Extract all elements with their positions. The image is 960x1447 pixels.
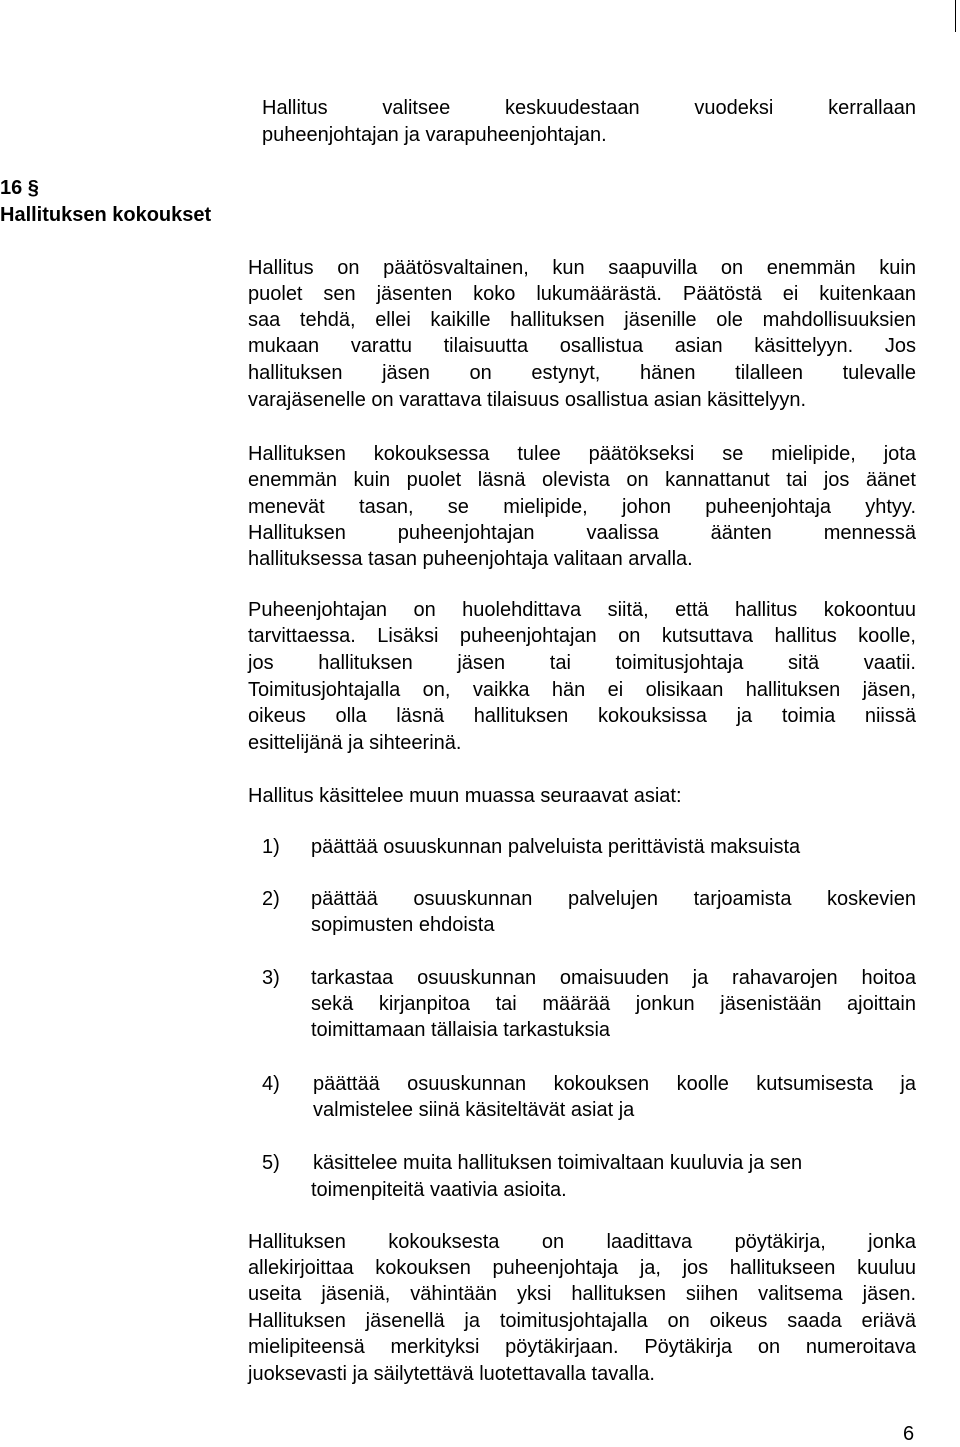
- list-item-number: 2): [262, 888, 280, 910]
- paragraph-line: Hallituksen kokouksesta on laadittava pöytäkirja, jonka: [248, 1231, 916, 1253]
- paragraph-line: Hallituksen puheenjohtajan vaalissa äänten mennessä: [248, 522, 916, 544]
- paragraph-line: tarvittaessa. Lisäksi puheenjohtajan on kutsuttava hallitus koolle,: [248, 625, 916, 647]
- list-item-line: käsittelee muita hallituksen toimivaltaan kuuluvia ja sen: [313, 1152, 803, 1174]
- intro-line: puheenjohtajan ja varapuheenjohtajan.: [262, 124, 607, 146]
- paragraph-line: Puheenjohtajan on huolehdittava siitä, että hallitus kokoontuu: [248, 599, 916, 621]
- list-item-number: 5): [262, 1152, 280, 1174]
- list-item-number: 4): [262, 1073, 280, 1095]
- paragraph-line: mukaan varattu tilaisuutta osallistua asian käsittelyyn. Jos: [248, 335, 916, 357]
- paragraph-line: menevät tasan, se mielipide, johon puheenjohtaja yhtyy.: [248, 496, 916, 518]
- paragraph-line: hallituksen jäsen on estynyt, hänen tilalleen tulevalle: [248, 362, 916, 384]
- paragraph-line: allekirjoittaa kokouksen puheenjohtaja ja, jos hallitukseen kuuluu: [248, 1257, 916, 1279]
- paragraph-line: puolet sen jäsenten koko lukumäärästä. Päätöstä ei kuitenkaan: [248, 283, 916, 305]
- page-edge-mark: [955, 0, 956, 32]
- list-item-line: sekä kirjanpitoa tai määrää jonkun jäsenistään ajoittain: [311, 993, 916, 1015]
- paragraph-line: useita jäseniä, vähintään yksi hallituksen siihen valitsema jäsen.: [248, 1283, 916, 1305]
- paragraph-line: juoksevasti ja säilytettävä luotettavalla tavalla.: [248, 1363, 655, 1385]
- list-item-line: valmistelee siinä käsiteltävät asiat ja: [313, 1099, 635, 1121]
- list-item-line: toimittamaan tällaisia tarkastuksia: [311, 1019, 611, 1041]
- list-item-line: päättää osuuskunnan palvelujen tarjoamista koskevien: [311, 888, 916, 910]
- paragraph-line: hallituksessa tasan puheenjohtaja valitaan arvalla.: [248, 548, 693, 570]
- list-item-line: tarkastaa osuuskunnan omaisuuden ja rahavarojen hoitoa: [311, 967, 916, 989]
- paragraph-line: saa tehdä, ellei kaikille hallituksen jäsenille ole mahdollisuuksien: [248, 309, 916, 331]
- section-title: Hallituksen kokoukset: [0, 204, 212, 226]
- paragraph-line: Toimitusjohtajalla on, vaikka hän ei olisikaan hallituksen jäsen,: [248, 679, 916, 701]
- list-item-line: päättää osuuskunnan kokouksen koolle kutsumisesta ja: [313, 1073, 916, 1095]
- paragraph-line: varajäsenelle on varattava tilaisuus osallistua asian käsittelyyn.: [248, 389, 807, 411]
- paragraph-line: jos hallituksen jäsen tai toimitusjohtaja sitä vaatii.: [248, 652, 916, 674]
- list-item-line: sopimusten ehdoista: [311, 914, 495, 936]
- paragraph-line: oikeus olla läsnä hallituksen kokouksissa ja toimia niissä: [248, 705, 916, 727]
- paragraph-line: Hallituksen kokouksessa tulee päätökseksi se mielipide, jota: [248, 443, 916, 465]
- intro-line: Hallitus valitsee keskuudestaan vuodeksi kerrallaan: [262, 97, 916, 119]
- paragraph-line: enemmän kuin puolet läsnä olevista on kannattanut tai jos äänet: [248, 469, 916, 491]
- paragraph-line: Hallituksen jäsenellä ja toimitusjohtajalla on oikeus saada eriävä: [248, 1310, 916, 1332]
- paragraph-line: esittelijänä ja sihteerinä.: [248, 732, 462, 754]
- list-item-number: 1): [262, 836, 280, 858]
- list-intro: Hallitus käsittelee muun muassa seuraavat asiat:: [248, 785, 682, 807]
- list-item-number: 3): [262, 967, 280, 989]
- page-number: 6: [903, 1423, 915, 1445]
- paragraph-line: mielipiteensä merkityksi pöytäkirjaan. Pöytäkirja on numeroitava: [248, 1336, 916, 1358]
- section-number: 16 §: [0, 177, 39, 199]
- paragraph-line: Hallitus on päätösvaltainen, kun saapuvilla on enemmän kuin: [248, 257, 916, 279]
- list-item-line: päättää osuuskunnan palveluista perittävistä maksuista: [311, 836, 801, 858]
- list-item-line: toimenpiteitä vaativia asioita.: [311, 1179, 567, 1201]
